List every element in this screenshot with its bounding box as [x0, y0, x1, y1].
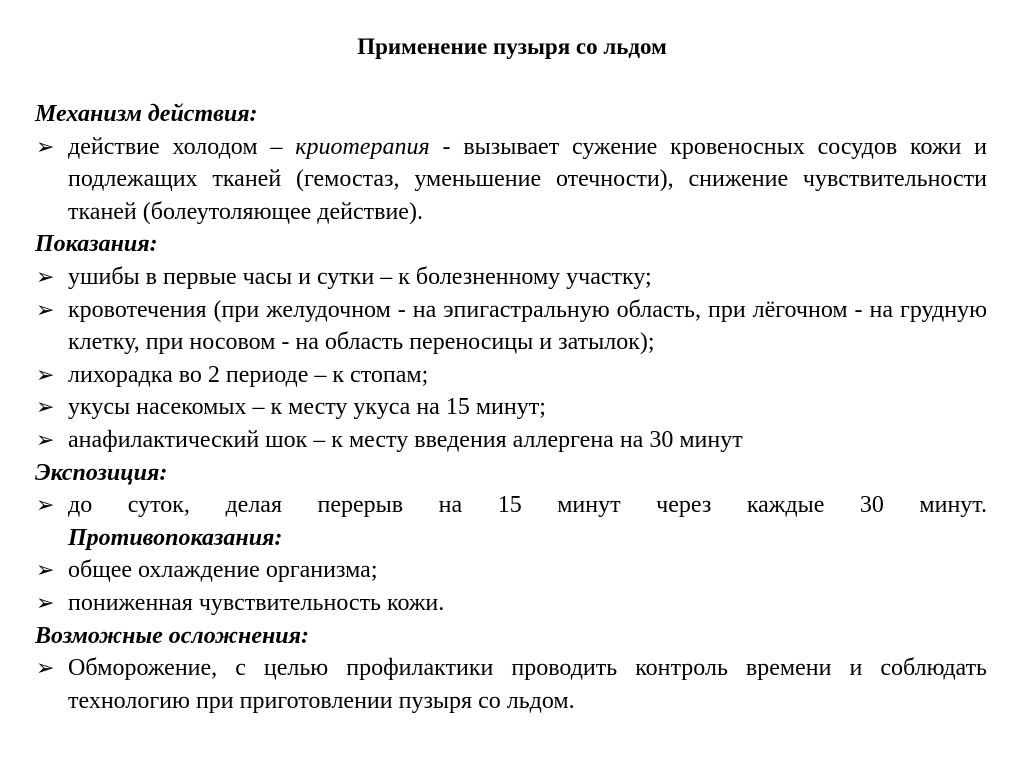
page-title: Применение пузыря со льдом: [357, 34, 667, 59]
list-item-indication: [35, 261, 987, 294]
arrowhead-bullet-icon: ➢: [36, 655, 55, 681]
section-heading-complications: Возможные осложнения:: [35, 622, 310, 649]
indication-text: лихорадка во 2 периоде – к стопам;: [68, 361, 429, 388]
list-item-indication: [35, 294, 987, 359]
section-heading-indications: Показания:: [35, 231, 158, 258]
list-item-indication: [35, 391, 987, 424]
list-item-complication: [35, 652, 987, 717]
arrowhead-bullet-icon: ➢: [36, 557, 55, 583]
list-item-exposure: [35, 489, 987, 554]
arrowhead-bullet-icon: ➢: [36, 133, 55, 159]
complication-text: Обморожение, с целью профилактики проводить контроль времени и соблюдать технологию при приготовлении пузыря со льдом.: [68, 655, 987, 714]
indication-text: кровотечения (при желудочном - на эпигастральную область, при лёгочном - на грудную клетку, при носовом - на область переносицы и затылок);: [68, 296, 987, 356]
section-heading-contraindications: Противопоказания:: [68, 524, 283, 551]
indication-text: анафилактический шок – к месту введения аллергена на 30 минут: [68, 426, 743, 453]
list-item-contraindication: [35, 587, 987, 620]
indication-text: укусы насекомых – к месту укуса на 15 минут;: [68, 394, 546, 421]
mechanism-text-part2: - вызывает сужение кровеносных сосудов кожи и подлежащих тканей (гемостаз, уменьшение отечности), снижение чувствительности тканей (болеутоляющее действие).: [68, 133, 988, 225]
mechanism-text-part1: действие холодом –: [68, 133, 283, 160]
arrowhead-bullet-icon: ➢: [36, 394, 55, 420]
list-item-indication: [35, 424, 987, 457]
exposure-text: до суток, делая перерыв на 15 минут через каждые 30 минут.: [68, 492, 987, 519]
list-item-contraindication: [35, 554, 987, 587]
section-heading-exposure: Экспозиция:: [35, 459, 168, 486]
arrowhead-bullet-icon: ➢: [36, 492, 55, 518]
arrowhead-bullet-icon: ➢: [36, 361, 55, 387]
indication-text: ушибы в первые часы и сутки – к болезненному участку;: [68, 263, 652, 290]
list-item-indication: [35, 359, 987, 392]
arrowhead-bullet-icon: ➢: [36, 263, 55, 289]
list-item-mechanism: [35, 131, 987, 229]
section-heading-mechanism: Механизм действия:: [35, 101, 258, 127]
contraindication-text: общее охлаждение организма;: [68, 557, 378, 584]
arrowhead-bullet-icon: ➢: [36, 296, 55, 322]
arrowhead-bullet-icon: ➢: [36, 426, 55, 452]
arrowhead-bullet-icon: ➢: [36, 589, 55, 615]
mechanism-term: криотерапия: [295, 133, 430, 160]
document-body: [35, 98, 987, 717]
contraindication-text: пониженная чувствительность кожи.: [68, 589, 445, 616]
